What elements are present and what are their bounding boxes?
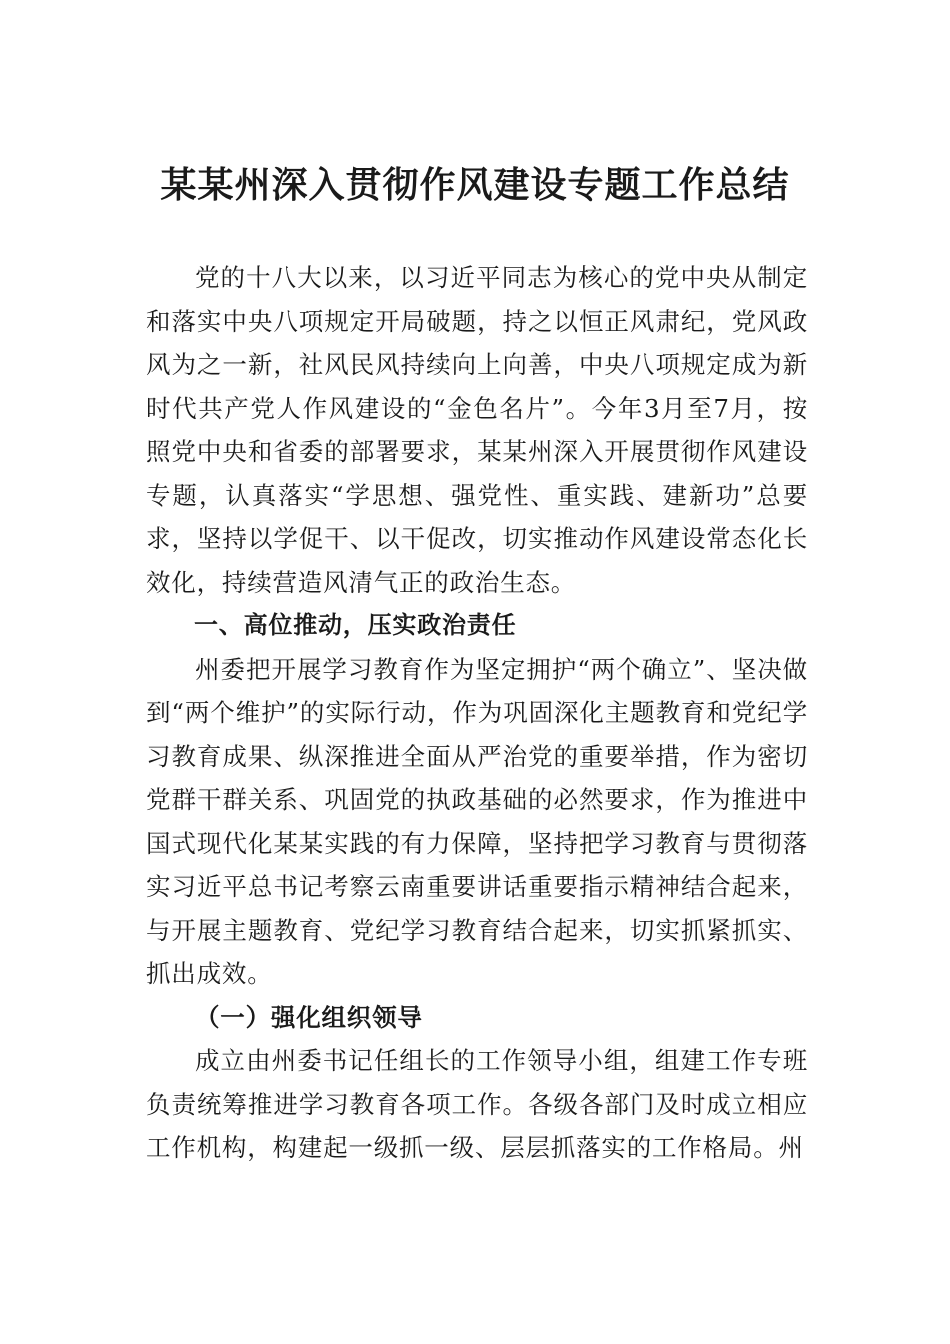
subsection-paragraph: 成立由州委书记任组长的工作领导小组，组建工作专班负责统筹推进学习教育各项工作。各级各部门及时成立相应工作机构，构建起一级抓一级、层层抓落实的工作格局。州 <box>146 1046 808 1162</box>
document-body <box>146 256 808 1170</box>
intro-paragraph: 党的十八大以来，以习近平同志为核心的党中央从制定和落实中央八项规定开局破题，持之以恒正风肃纪，党风政风为之一新，社风民风持续向上向善，中央八项规定成为新时代共产党人作风建设的“金色名片”。今年3月至7月，按照党中央和省委的部署要求，某某州深入开展贯彻作风建设专题，认真落实“学思想、强党性、重实践、建新功”总要求，坚持以学促干、以干促改，切实推动作风建设常态化长效化，持续营造风清气正的政治生态。 <box>146 263 808 597</box>
document-title: 某某州深入贯彻作风建设专题工作总结 <box>160 164 790 206</box>
section-heading: 一、高位推动，压实政治责任 <box>194 611 517 639</box>
section-paragraph: 州委把开展学习教育作为坚定拥护“两个确立”、坚决做到“两个维护”的实际行动，作为巩固深化主题教育和党纪学习教育成果、纵深推进全面从严治党的重要举措，作为密切党群干群关系、巩固党的执政基础的必然要求，作为推进中国式现代化某某实践的有力保障，坚持把学习教育与贯彻落实习近平总书记考察云南重要讲话重要指示精神结合起来，与开展主题教育、党纪学习教育结合起来，切实抓紧抓实、抓出成效。 <box>146 654 808 988</box>
subsection-heading: （一）强化组织领导 <box>195 1002 423 1032</box>
